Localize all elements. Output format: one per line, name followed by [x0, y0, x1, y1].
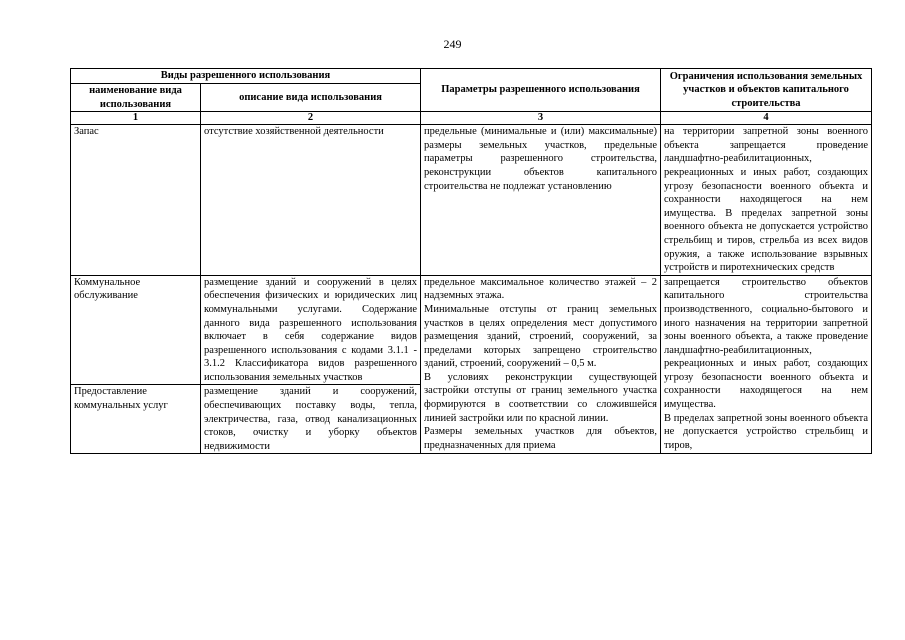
land-use-table	[70, 68, 872, 454]
use-name: Предоставление коммунальных услуг	[71, 385, 201, 454]
group-title: Виды разрешенного использования	[71, 69, 421, 84]
column-number: 1	[71, 112, 201, 125]
restrictions-paragraph: запрещается строительство объектов капитального строительства производственного, социально-бытового и иного назначения на территории запретной зоны военного объекта, а также проведение ландшафтно-реабилитационных, рекреационных и иных работ, создающих угрозу безопасности военного объекта и сохранности находящегося на нем имущества.	[664, 276, 869, 411]
parameters-paragraph: Размеры земельных участков для объектов, предназначенных для приема	[424, 426, 658, 451]
parameters-paragraph: Минимальные отступы от границ земельных участков в целях определения мест допустимого размещения зданий, строений, сооружений, за пределами которых запрещено строительство зданий, строений, сооружений – 0,5 м.	[424, 303, 658, 370]
col4-title: Ограничения использования земельных участков и объектов капитального строительства	[661, 69, 872, 112]
restrictions-paragraph: В пределах запретной зоны военного объекта не допускается устройство стрельбищ и тиров,	[664, 412, 869, 451]
page-number: 249	[443, 37, 462, 51]
use-parameters	[421, 275, 661, 454]
column-number: 2	[201, 112, 421, 125]
use-restrictions: на территории запретной зоны военного объекта запрещается проведение ландшафтно-реабилитационных, рекреационных и иных работ, создающих угрозу безопасности военного объекта и сохранности находящегося на нем имущества. В пределах запретной зоны военного объекта не допускается устройство стрельбищ и тиров, стрельба из всех видов оружия, а также использование взрывных устройств и пиротехнических средств	[661, 125, 872, 276]
column-number: 3	[421, 112, 661, 125]
parameters-paragraph: В условиях реконструкции существующей застройки отступы от границ земельного участка формируются в соответствии со сложившейся линией застройки или по красной линии.	[424, 371, 658, 424]
use-description: размещение зданий и сооружений в целях обеспечения физических и юридических лиц коммунальными услугами. Содержание данного вида разрешенного использования включает в себя содержание видов разрешенного использования с кодами 3.1.1 - 3.1.2 Классификатора видов разрешенного использования земельных участков	[201, 275, 421, 385]
col1-title: наименование вида использования	[71, 84, 201, 112]
use-name: Коммунальное обслуживание	[71, 275, 201, 385]
use-restrictions	[661, 275, 872, 454]
header-row-1	[71, 69, 872, 84]
column-number: 4	[661, 112, 872, 125]
use-parameters: предельные (минимальные и (или) максимальные) размеры земельных участков, предельные параметры разрешенного строительства, реконструкции объектов капитального строительства не подлежат установлению	[421, 125, 661, 276]
use-name: Запас	[71, 125, 201, 276]
table-row	[71, 125, 872, 276]
col3-title: Параметры разрешенного использования	[421, 69, 661, 112]
use-description: отсутствие хозяйственной деятельности	[201, 125, 421, 276]
column-number-row	[71, 112, 872, 125]
parameters-paragraph: предельное максимальное количество этажей – 2 надземных этажа.	[424, 276, 658, 302]
col2-title: описание вида использования	[201, 84, 421, 112]
table-row	[71, 275, 872, 385]
use-description: размещение зданий и сооружений, обеспечивающих поставку воды, тепла, электричества, газа, отвод канализационных стоков, очистку и уборку объектов недвижимости	[201, 385, 421, 454]
